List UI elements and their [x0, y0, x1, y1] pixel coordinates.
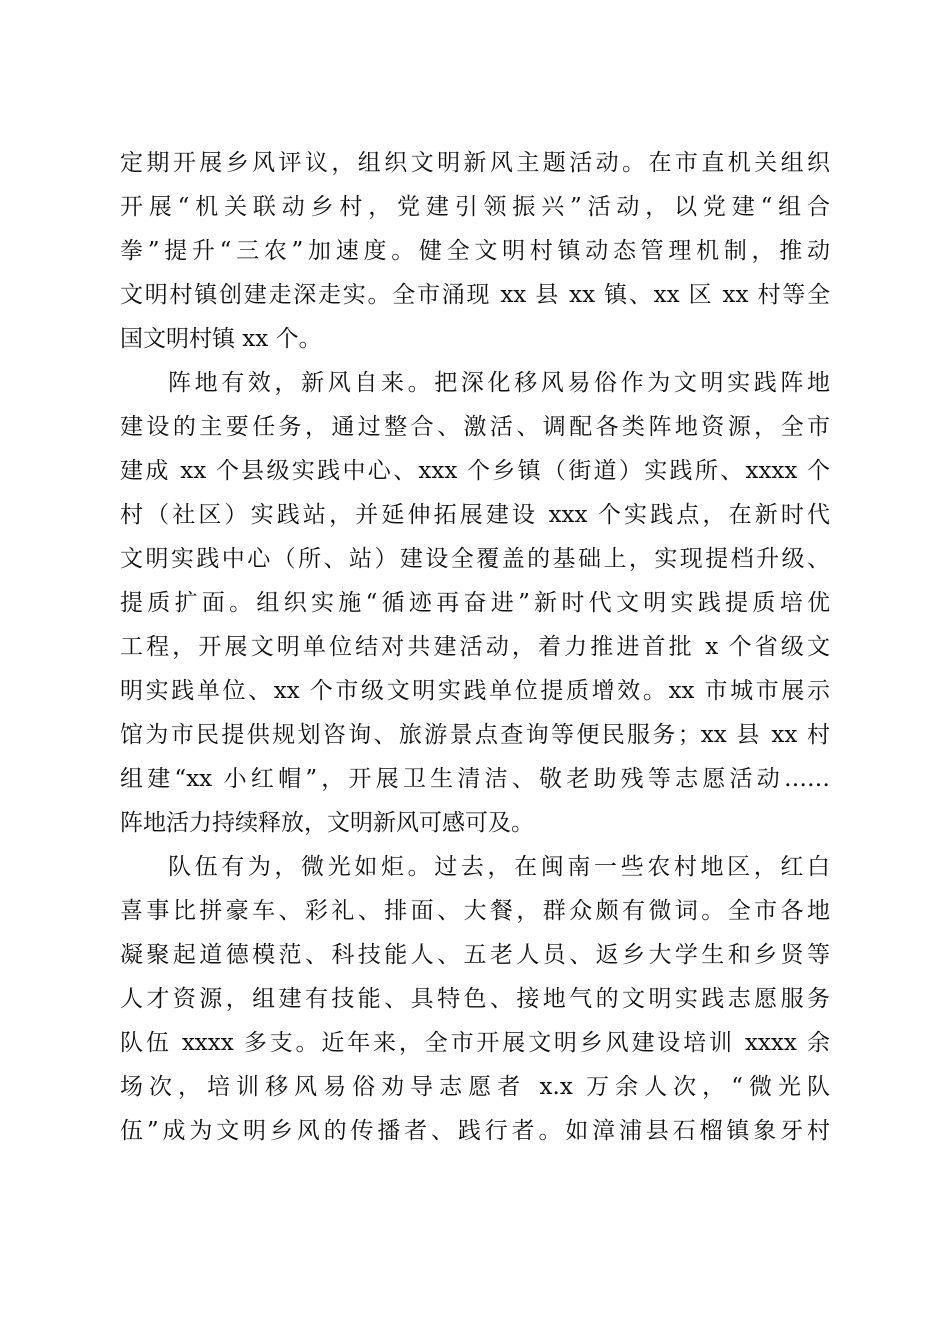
text-line: 组建“xx 小红帽”，开展卫生清洁、敬老助残等志愿活动…… [120, 766, 830, 792]
text-line: 馆为市民提供规划咨询、旅游景点查询等便民服务；xx 县 xx 村 [120, 722, 830, 748]
text-line: 喜事比拼豪车、彩礼、排面、大餐，群众颇有微词。全市各地 [120, 898, 830, 924]
text-line: 凝聚起道德模范、科技能人、五老人员、返乡大学生和乡贤等 [120, 942, 830, 968]
text-line: 建成 xx 个县级实践中心、xxx 个乡镇（街道）实践所、xxxx 个 [120, 458, 830, 484]
text-line: 人才资源，组建有技能、具特色、接地气的文明实践志愿服务 [120, 986, 830, 1012]
text-line: 阵地活力持续释放，文明新风可感可及。 [120, 810, 534, 836]
text-line: 国文明村镇 xx 个。 [120, 326, 322, 352]
text-line: 村（社区）实践站，并延伸拓展建设 xxx 个实践点，在新时代 [120, 502, 830, 528]
text-line: 场次，培训移风易俗劝导志愿者 x.x 万余人次，“微光队 [120, 1074, 830, 1100]
text-line: 拳”提升“三农”加速度。健全文明村镇动态管理机制，推动 [120, 238, 830, 264]
text-line: 文明实践中心（所、站）建设全覆盖的基础上，实现提档升级、 [120, 546, 830, 572]
text-line: 队伍 xxxx 多支。近年来，全市开展文明乡风建设培训 xxxx 余 [120, 1030, 830, 1056]
text-line: 工程，开展文明单位结对共建活动，着力推进首批 x 个省级文 [120, 634, 830, 660]
text-line: 开展“机关联动乡村，党建引领振兴”活动，以党建“组合 [120, 194, 830, 220]
text-line: 定期开展乡风评议，组织文明新风主题活动。在市直机关组织 [120, 150, 830, 176]
text-line: 队伍有为，微光如炬。过去，在闽南一些农村地区，红白 [168, 854, 830, 880]
text-line: 阵地有效，新风自来。把深化移风易俗作为文明实践阵地 [168, 370, 830, 396]
text-line: 提质扩面。组织实施“循迹再奋进”新时代文明实践提质培优 [120, 590, 830, 616]
text-line: 伍”成为文明乡风的传播者、践行者。如漳浦县石榴镇象牙村 [120, 1118, 830, 1144]
text-line: 建设的主要任务，通过整合、激活、调配各类阵地资源，全市 [120, 414, 830, 440]
text-line: 明实践单位、xx 个市级文明实践单位提质增效。xx 市城市展示 [120, 678, 830, 704]
text-line: 文明村镇创建走深走实。全市涌现 xx 县 xx 镇、xx 区 xx 村等全 [120, 282, 830, 308]
